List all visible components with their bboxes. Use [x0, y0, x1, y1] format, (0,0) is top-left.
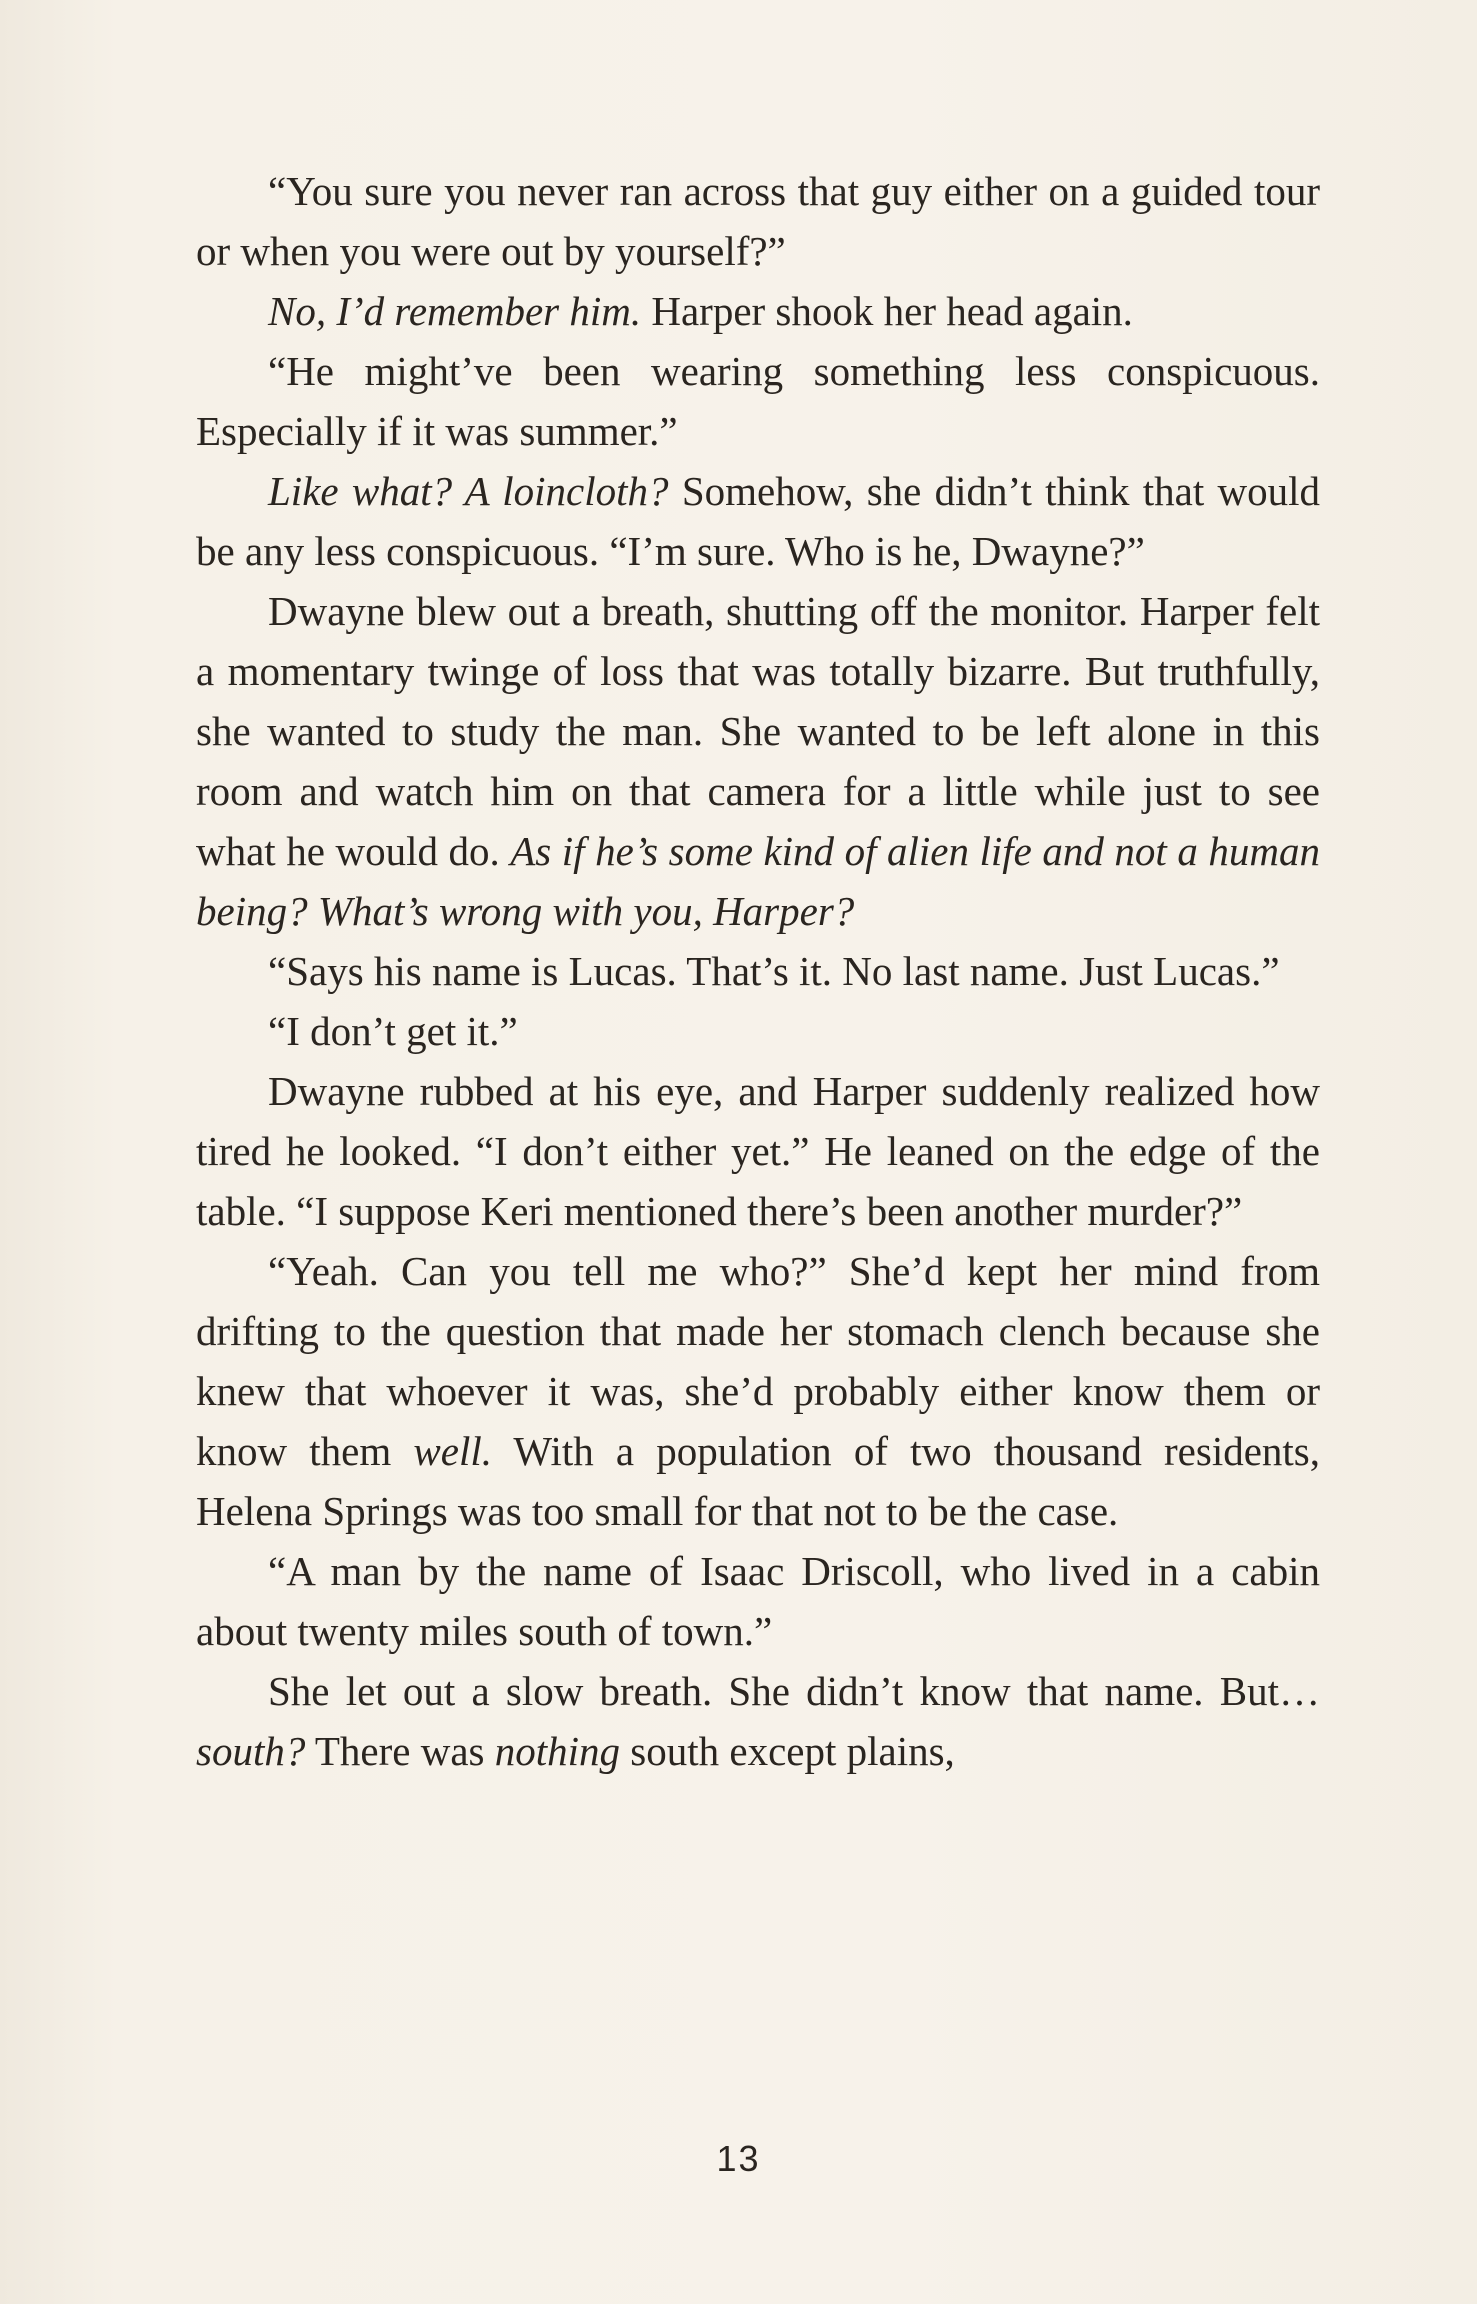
- text-run: “Says his name is Lucas. That’s it. No last name. Just Lucas.”: [268, 948, 1280, 994]
- text-run: “He might’ve been wearing something less conspicuous. Especially if it was summer.”: [196, 348, 1320, 454]
- page-number: 13: [716, 2138, 761, 2179]
- paragraph: [196, 341, 1320, 461]
- text-run: south except plains,: [620, 1728, 955, 1774]
- paragraph: [196, 461, 1320, 581]
- text-run: “Yeah. Can you tell me who?” She’d kept her mind from drifting to the question that made her stomach clench because she knew that whoever it was, she’d probably either know them or know them: [196, 1248, 1320, 1474]
- text-run: She let out a slow breath. She didn’t know that name. But…: [268, 1668, 1320, 1714]
- text-run: Dwayne rubbed at his eye, and Harper suddenly realized how tired he looked. “I don’t either yet.” He leaned on the edge of the table. “I suppose Keri mentioned there’s been another murder?”: [196, 1068, 1320, 1234]
- paragraph: [196, 941, 1320, 1001]
- text-run: With a population of two thousand residents, Helena Springs was too small for that not to be the case.: [196, 1428, 1320, 1534]
- paragraph: [196, 281, 1320, 341]
- text-run: “You sure you never ran across that guy either on a guided tour or when you were out by yourself?”: [196, 168, 1320, 274]
- italic-text-run: nothing: [494, 1728, 621, 1774]
- italic-text-run: well.: [413, 1428, 492, 1474]
- italic-text-run: No, I’d remember him.: [268, 288, 642, 334]
- text-run: “A man by the name of Isaac Driscoll, who lived in a cabin about twenty miles south of town.”: [196, 1548, 1320, 1654]
- paragraph: [196, 1661, 1320, 1781]
- text-run: Somehow, she didn’t think that would be any less conspicuous. “I’m sure. Who is he, Dwayne?”: [196, 468, 1321, 574]
- text-run: Harper shook her head again.: [641, 288, 1133, 334]
- paragraph: [196, 1001, 1320, 1061]
- text-run: “I don’t get it.”: [268, 1008, 518, 1054]
- paragraph: [196, 1241, 1320, 1541]
- text-run: There was: [305, 1728, 495, 1774]
- paragraph: [196, 161, 1320, 281]
- text-run: Dwayne blew out a breath, shutting off the monitor. Harper felt a momentary twinge of loss that was totally bizarre. But truthfully, she wanted to study the man. She wanted to be left alone in this room and watch him on that camera for a little while just to see what he would do.: [196, 588, 1320, 874]
- italic-text-run: As if he’s some kind of alien life and not a human being? What’s wrong with you, Harper?: [196, 828, 1320, 934]
- paragraph: [196, 1541, 1320, 1661]
- paragraph: [196, 581, 1320, 941]
- paragraph: [196, 1061, 1320, 1241]
- italic-text-run: Like what? A loincloth?: [268, 468, 669, 514]
- body-text: [196, 161, 1320, 1781]
- italic-text-run: south?: [196, 1728, 306, 1774]
